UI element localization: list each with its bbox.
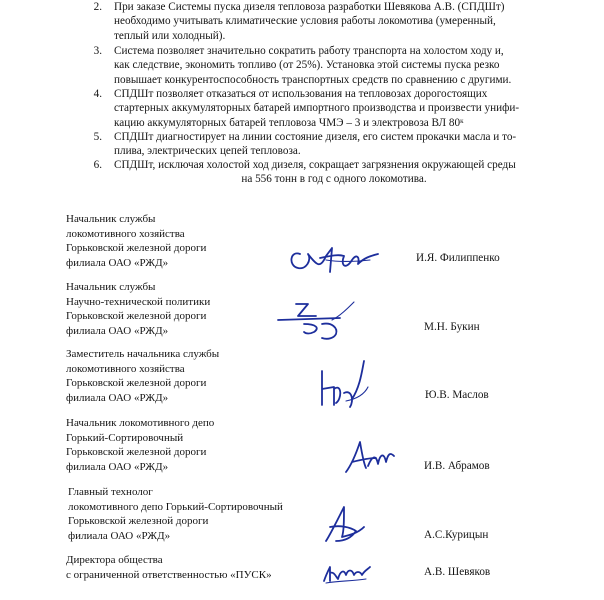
signatory-title-line: филиала ОАО «РЖД» (66, 391, 169, 404)
signature-block (0, 416, 604, 486)
list-item-number: 6. (93, 159, 102, 171)
signatory-title-line: Горьковской железной дороги (66, 446, 207, 459)
signatory-title (68, 485, 283, 543)
signatory-title-line: Заместитель начальника службы (66, 348, 220, 360)
list-item-line: СПДШт диагностирует на линии состояние дизеля, его систем прокачки масла и то- (114, 131, 517, 143)
signatory-title-line: Горьковской железной дороги (66, 242, 207, 255)
list-item-line: как следствие, экономить топливо (от 25%). Установка этой системы пуска резко (114, 59, 500, 72)
handwritten-signature (286, 242, 386, 276)
signatory-title (66, 212, 206, 270)
list-item-line: стартерных аккумуляторных батарей импортного производства и произвести унифи- (114, 102, 520, 115)
handwritten-signature (316, 359, 376, 411)
signatory-title-line: Горький-Сортировочный (66, 431, 184, 444)
handwritten-signature (276, 298, 366, 342)
superscript-mark: к (460, 116, 464, 125)
list-item-line: теплый или холодный). (114, 29, 226, 42)
list-item-line: СПДШт, исключая холостой ход дизеля, сокращает загрязнения окружающей среды (114, 159, 516, 171)
signatory-name: И.Я. Филиппенко (416, 252, 500, 264)
signatory-title (66, 416, 214, 474)
signatory-title-line: филиала ОАО «РЖД» (66, 460, 169, 473)
list-item-line: необходимо учитывать климатические условия работы локомотива (умеренный, (114, 15, 496, 28)
signatory-title-line: Горьковской железной дороги (66, 377, 207, 390)
list-item-line-text: кацию аккумуляторных батарей тепловоза ЧМЭ – 3 и электровоза ВЛ 80 (114, 116, 461, 129)
list-item-number: 3. (93, 45, 102, 57)
signatory-title-line: локомотивного депо Горький-Сортировочный (68, 500, 283, 513)
handwritten-signature (320, 561, 372, 587)
signatory-title-line: Главный технолог (68, 486, 153, 498)
list-item-line: Система позволяет значительно сократить работу транспорта на холостом ходу и, (114, 45, 504, 57)
signatory-title-line: Директора общества (66, 554, 163, 566)
list-item-line: повышает конкурентоспособность транспортных средств по сравнению с другими. (114, 73, 512, 86)
list-item-line: плива, электрических цепей тепловоза. (114, 145, 301, 158)
signatory-title (66, 280, 210, 338)
signatory-title-line: Начальник службы (66, 281, 156, 293)
signatory-title-line: локомотивного хозяйства (66, 227, 185, 240)
list-item-number: 5. (93, 131, 102, 143)
signatory-name: Ю.В. Маслов (425, 389, 489, 401)
signatory-title-line: с ограниченной ответственностью «ПУСК» (66, 568, 272, 581)
list-item-number: 2. (93, 1, 102, 13)
signature-block (0, 212, 604, 282)
signatory-name: А.С.Курицын (424, 529, 489, 541)
signatory-title-line: филиала ОАО «РЖД» (66, 256, 169, 269)
signatory-name: М.Н. Букин (424, 321, 480, 333)
signatory-title-line: локомотивного хозяйства (66, 362, 185, 375)
signatory-name: А.В. Шевяков (424, 566, 491, 578)
handwritten-signature (322, 505, 368, 545)
signatory-title (66, 553, 272, 582)
signatory-title-line: Горьковской железной дороги (66, 310, 207, 323)
signature-block (0, 485, 604, 555)
list-item-line (114, 116, 554, 130)
signatory-title-line: Горьковской железной дороги (68, 515, 209, 528)
list-item-line: При заказе Системы пуска дизеля тепловоза разработки Шевякова А.В. (СПДШт) (114, 1, 505, 13)
handwritten-signature (342, 438, 396, 478)
signature-block (0, 280, 604, 350)
signature-block (0, 553, 604, 599)
signatory-title-line: филиала ОАО «РЖД» (66, 324, 169, 337)
signatory-name: И.В. Абрамов (424, 460, 490, 472)
signatory-title-line: Научно-технической политики (66, 295, 211, 308)
signatory-title-line: Начальник службы (66, 213, 156, 225)
list-item-line: СПДШт позволяет отказаться от использования на тепловозах дорогостоящих (114, 88, 488, 100)
signatory-title (66, 347, 219, 405)
signature-block (0, 347, 604, 417)
signatory-title-line: филиала ОАО «РЖД» (68, 529, 171, 542)
list-item-line: на 556 тонн в год с одного локомотива. (241, 173, 427, 186)
signatory-title-line: Начальник локомотивного депо (66, 417, 215, 429)
list-item-number: 4. (93, 88, 102, 100)
